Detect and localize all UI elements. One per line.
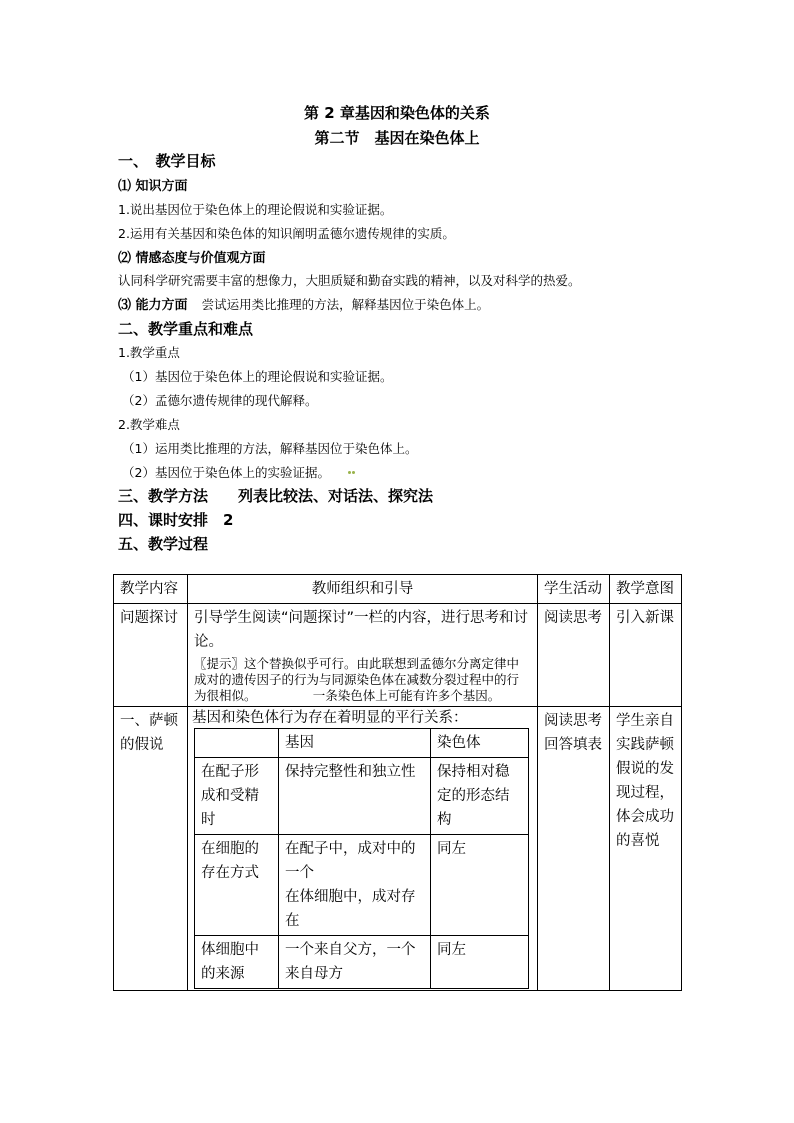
comparison-cell: 同左 <box>431 936 529 989</box>
table-header-row <box>114 575 682 604</box>
row1-hint: 〖提示〗这个替换似乎可行。由此联想到孟德尔分离定律中成对的遗传因子的行为与同源染色体在减数分裂过程中的行为很相似。 一条染色体上可能有许多个基因。 <box>194 656 520 703</box>
row1-activity: 阅读思考 <box>538 604 610 707</box>
header-intent: 教学意图 <box>610 575 682 604</box>
decorative-dot <box>348 471 351 474</box>
row1-guide: 引导学生阅读“问题探讨”一栏的内容，进行思考和讨论。 <box>194 610 529 650</box>
comparison-header-row <box>195 729 529 758</box>
key-item-1: （1）基因位于染色体上的理论假说和实验证据。 <box>122 369 393 384</box>
heading-key-points: 二、教学重点和难点 <box>118 320 254 338</box>
comparison-cell: 一个来自父方，一个来自母方 <box>279 936 431 989</box>
row2-guide: 基因和染色体行为存在着明显的平行关系： <box>192 710 468 726</box>
heading-schedule: 四、课时安排 2 <box>118 511 234 529</box>
row1-intent: 引入新课 <box>610 604 682 707</box>
section-title: 第二节 基因在染色体上 <box>314 129 480 147</box>
comparison-cell-line: 在体细胞中，成对存在 <box>285 889 416 929</box>
comparison-cell: 保持相对稳定的形态结构 <box>431 758 529 835</box>
heading-knowledge: ⑴ 知识方面 <box>118 179 188 194</box>
ability-text: 尝试运用类比推理的方法，解释基因位于染色体上。 <box>201 297 490 312</box>
comparison-cell: 体细胞中的来源 <box>195 936 279 989</box>
header-guide: 教师组织和引导 <box>188 575 538 604</box>
difficulty-item-1: （1）运用类比推理的方法，解释基因位于染色体上。 <box>122 441 418 456</box>
row1-content: 问题探讨 <box>114 604 188 707</box>
chapter-title: 第 2 章基因和染色体的关系 <box>304 104 490 122</box>
heading-emotion: ⑵ 情感态度与价值观方面 <box>118 251 266 266</box>
key-item-2: （2）孟德尔遗传规律的现代解释。 <box>122 393 318 408</box>
table-row <box>114 707 682 991</box>
comparison-header-chromosome: 染色体 <box>431 729 529 758</box>
teaching-process-table <box>113 574 682 991</box>
row2-intent: 学生亲自实践萨顿假说的发现过程，体会成功的喜悦 <box>610 707 682 991</box>
key-label: 1.教学重点 <box>118 345 180 360</box>
decorative-dot <box>352 471 355 474</box>
knowledge-item-2: 2.运用有关基因和染色体的知识阐明孟德尔遗传规律的实质。 <box>118 226 455 241</box>
header-content: 教学内容 <box>114 575 188 604</box>
comparison-row <box>195 835 529 936</box>
header-activity: 学生活动 <box>538 575 610 604</box>
comparison-cell: 保持完整性和独立性 <box>279 758 431 835</box>
comparison-cell: 在细胞的存在方式 <box>195 835 279 936</box>
row1-guide-cell <box>188 604 538 707</box>
emotion-text: 认同科学研究需要丰富的想像力，大胆质疑和勤奋实践的精神，以及对科学的热爱。 <box>118 273 581 288</box>
knowledge-item-1: 1.说出基因位于染色体上的理论假说和实验证据。 <box>118 202 393 217</box>
row2-content: 一、萨顿的假说 <box>114 707 188 991</box>
difficulty-item-2: （2）基因位于染色体上的实验证据。 <box>122 465 330 480</box>
comparison-cell-line: 在配子中，成对中的一个 <box>285 841 416 881</box>
table-row <box>114 604 682 707</box>
heading-method: 三、教学方法 列表比较法、对话法、探究法 <box>118 487 434 505</box>
comparison-cell: 在配子形成和受精时 <box>195 758 279 835</box>
comparison-row <box>195 758 529 835</box>
comparison-header-gene: 基因 <box>279 729 431 758</box>
comparison-cell: 同左 <box>431 835 529 936</box>
comparison-table <box>194 728 529 989</box>
row2-activity: 阅读思考回答填表 <box>538 707 610 991</box>
comparison-cell-multi <box>279 835 431 936</box>
difficulty-label: 2.教学难点 <box>118 417 180 432</box>
heading-teaching-goals: 一、 教学目标 <box>118 152 216 170</box>
ability-line <box>118 294 489 313</box>
heading-ability: ⑶ 能力方面 <box>118 298 188 313</box>
comparison-header-empty <box>195 729 279 758</box>
comparison-row <box>195 936 529 989</box>
heading-process: 五、教学过程 <box>118 535 209 553</box>
row2-guide-cell <box>188 707 538 991</box>
